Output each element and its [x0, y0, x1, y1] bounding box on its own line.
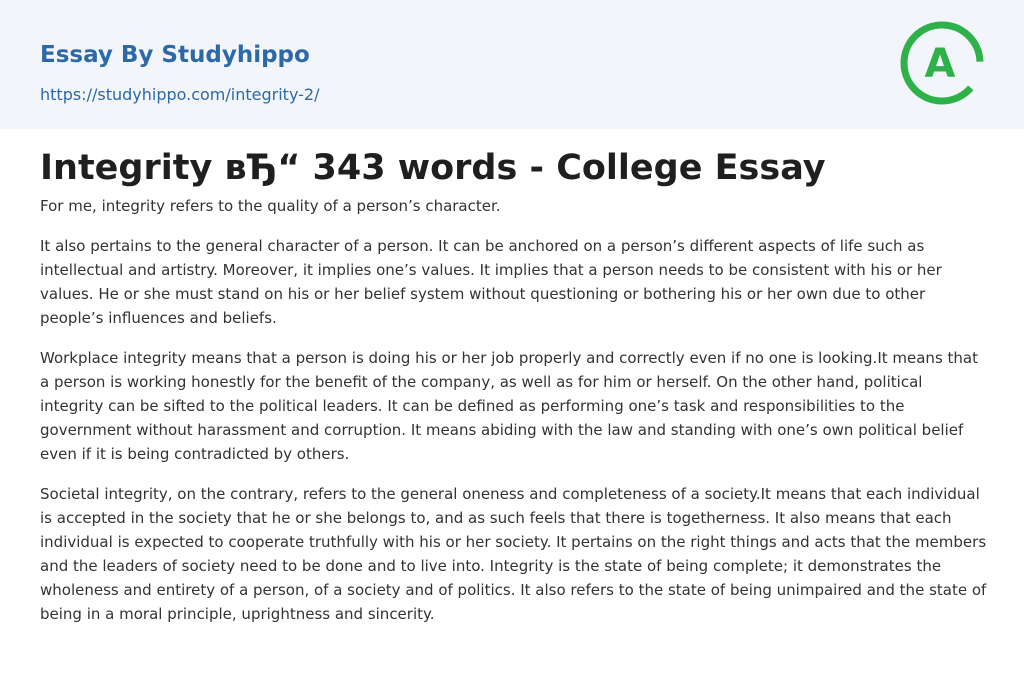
essay-paragraph: Societal integrity, on the contrary, refers to the general oneness and completeness of a society.It means that each individual is accepted in the society that he or she belongs to, and as such feels that there is togetherness. It also means that each individual is expected to cooperate truthfully with his or her society. It pertains on the right things and acts that the members and the leaders of society need to be done and to live into. Integrity is the state of being complete; it demonstrates the wholeness and entirety of a person, of a society and of politics. It also refers to the state of being unimpaired and the state of being in a moral principle, uprightness and sincerity. [40, 485, 987, 623]
site-header [0, 0, 1024, 129]
essay-paragraph: For me, integrity refers to the quality of a person’s character. [40, 197, 501, 215]
essay-paragraph: It also pertains to the general character of a person. It can be anchored on a person’s different aspects of life such as intellectual and artistry. Moreover, it implies one’s values. It implies that a person needs to be consistent with his or her values. He or she must stand on his or her belief system without questioning or bothering his or her own due to other people’s influences and beliefs. [40, 237, 942, 327]
logo-letter: A [924, 41, 956, 87]
site-brand[interactable]: Essay By Studyhippo [40, 42, 310, 68]
essay-paragraph: Workplace integrity means that a person is doing his or her job properly and correctly even if no one is looking.It means that a person is working honestly for the benefit of the company, as well as for him or herself. On the other hand, political integrity can be sifted to the political leaders. It can be defined as performing one’s task and responsibilities to the government without harassment and corruption. It means abiding with the law and standing with one’s own political belief even if it is being contradicted by others. [40, 349, 978, 463]
essay-body [40, 194, 990, 642]
source-url-link[interactable]: https://studyhippo.com/integrity-2/ [40, 85, 320, 104]
studyhippo-logo-icon[interactable] [898, 20, 986, 106]
essay-title: Integrity вЂ“ 343 words - College Essay [40, 148, 826, 188]
